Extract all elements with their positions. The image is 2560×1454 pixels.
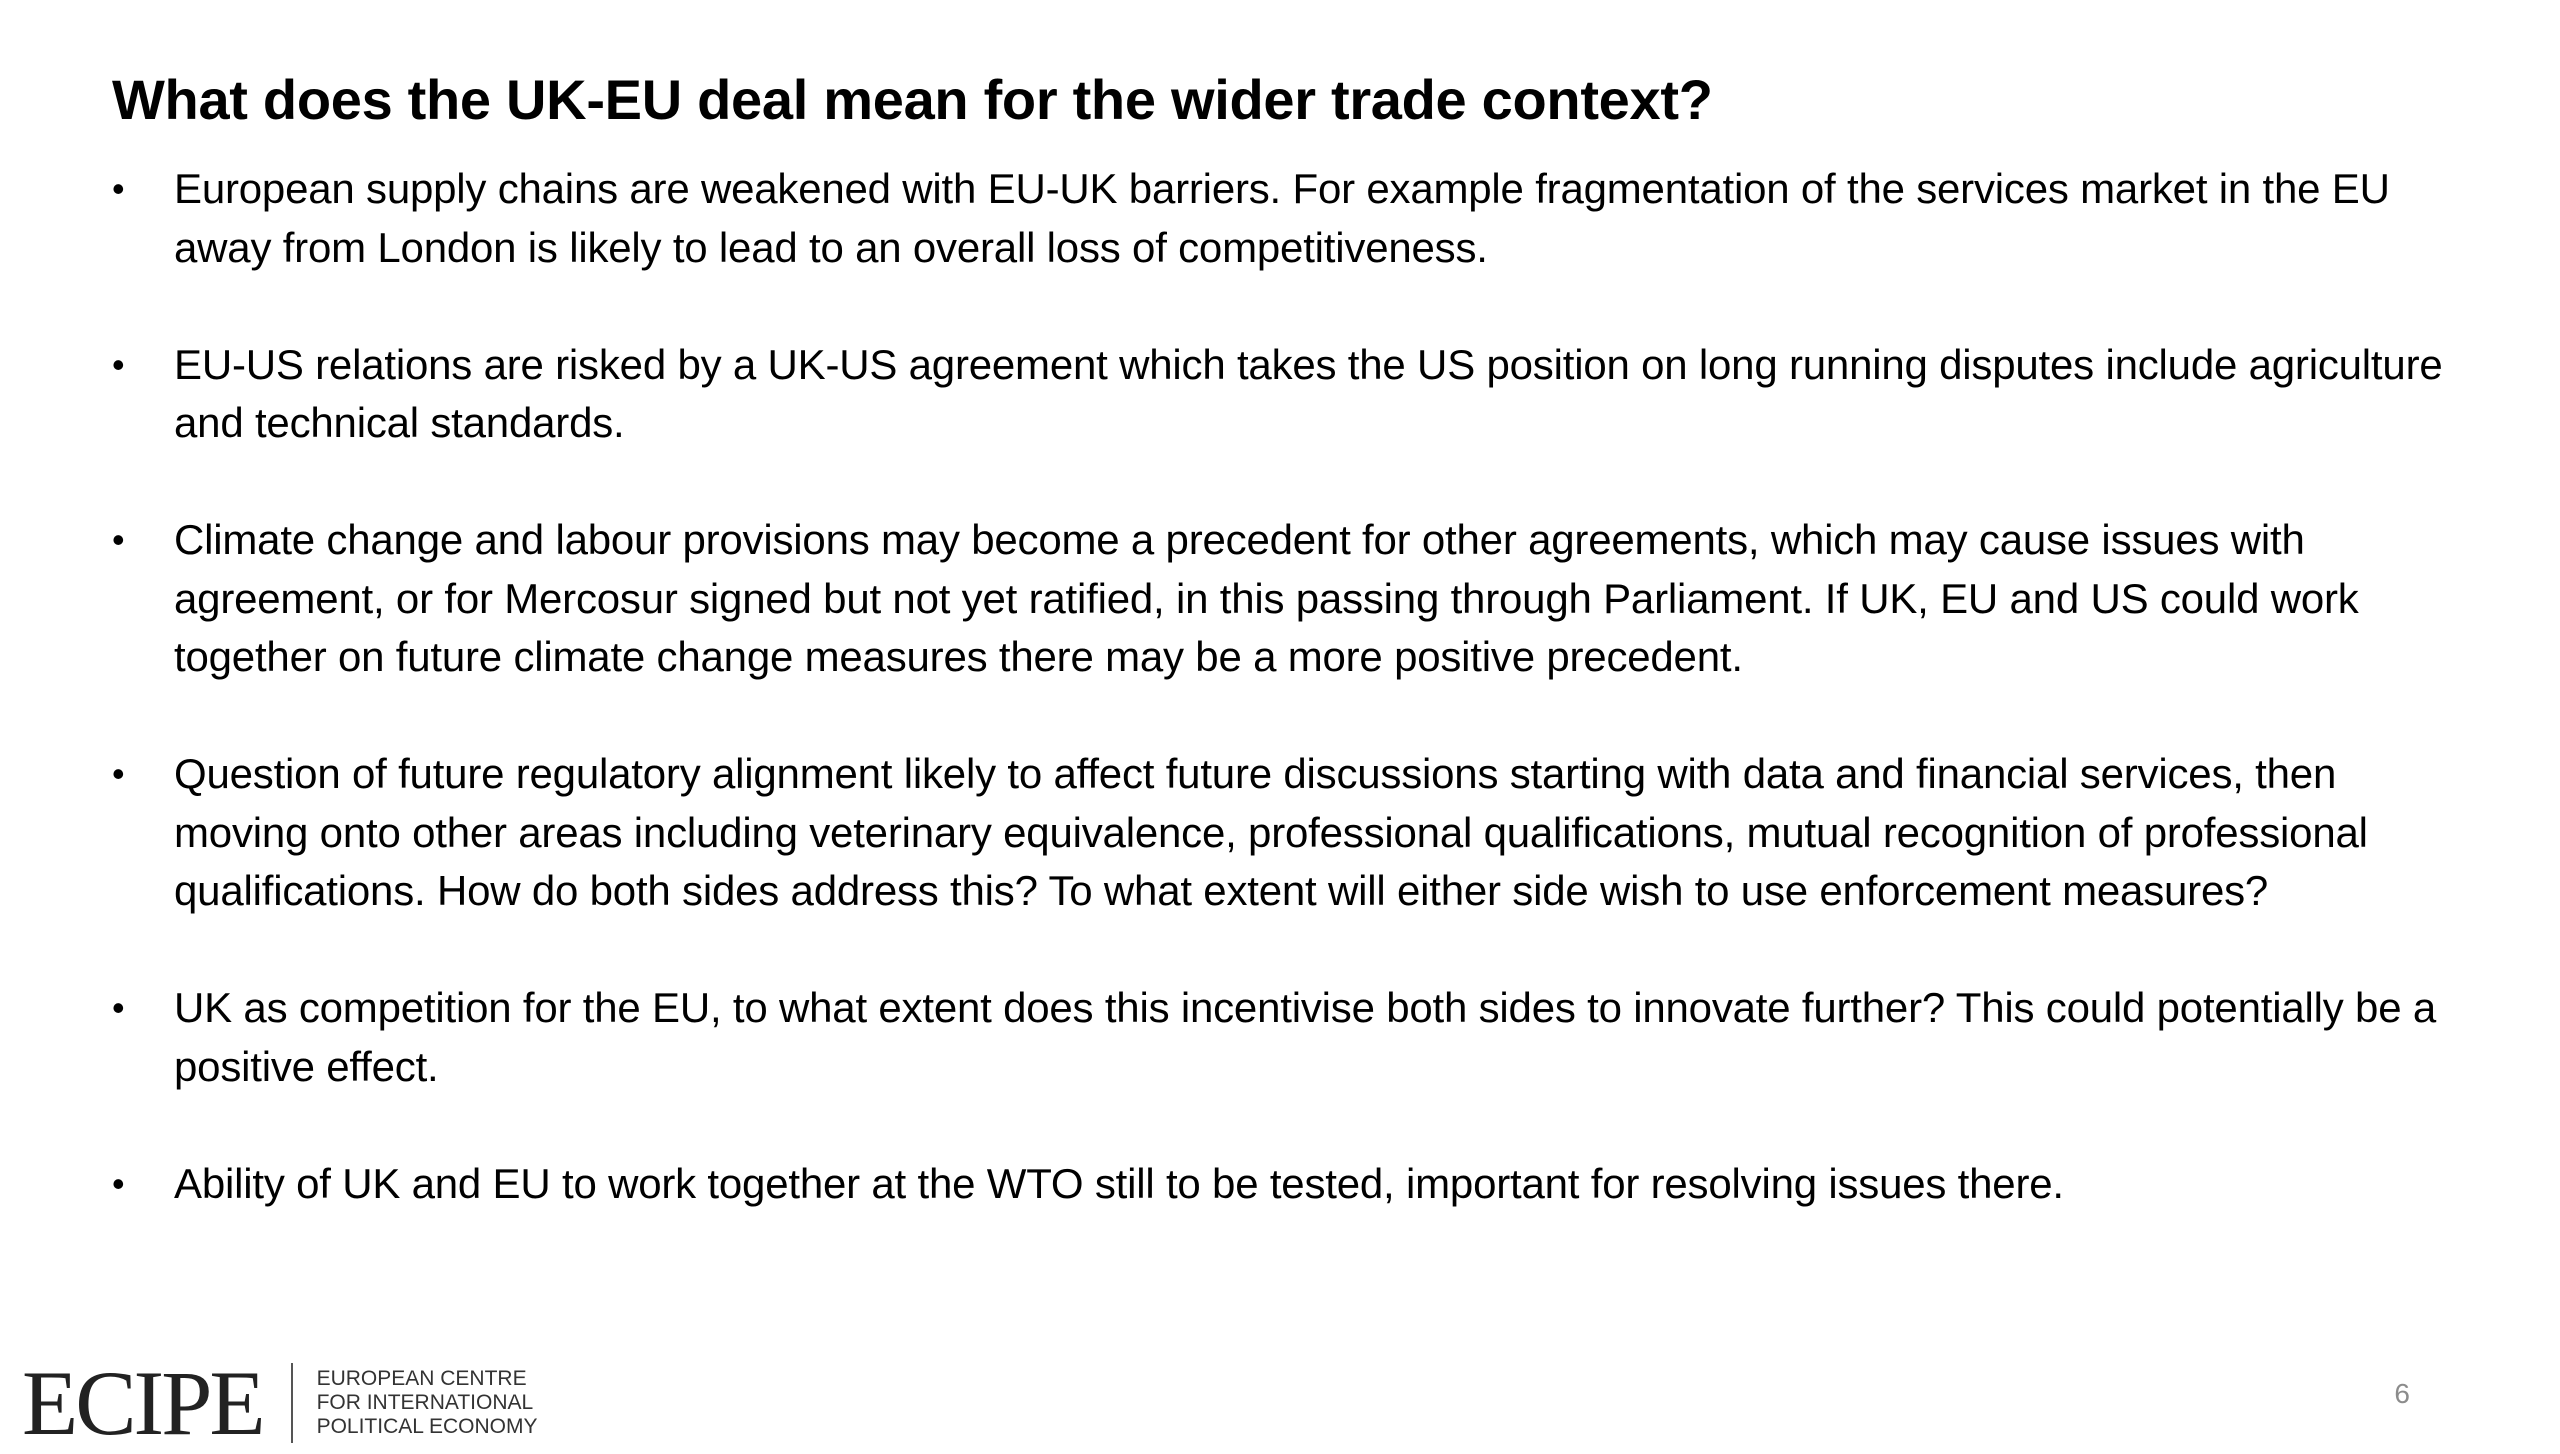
logo-tagline-line: EUROPEAN CENTRE <box>316 1367 527 1390</box>
bullet-text: Ability of UK and EU to work together at the WTO still to be tested, important for resolving issues there. <box>174 1159 2064 1207</box>
bullet-text: European supply chains are weakened with EU-UK barriers. For example fragmentation of the services market in the EU away from London is likely to lead to an overall loss of competitiveness. <box>174 165 2390 271</box>
bullet-dot-icon: • <box>112 987 125 1028</box>
bullet-dot-icon: • <box>112 519 125 560</box>
bullet-text: Question of future regulatory alignment likely to affect future discussions starting with data and financial services, then moving onto other areas including veterinary equivalence, professional qualifications, mutual recognition of professional qualifications. How do both sides address this? To what extent will either side wish to use enforcement measures? <box>174 750 2368 914</box>
logo-tagline-line: POLITICAL ECONOMY <box>316 1415 538 1438</box>
ecipe-logo <box>22 1352 538 1454</box>
bullet-text: EU-US relations are risked by a UK-US agreement which takes the US position on long running disputes include agriculture and technical standards. <box>174 340 2443 446</box>
page-number: 6 <box>2394 1378 2410 1409</box>
slide-title: What does the UK-EU deal mean for the wider trade context? <box>112 68 1713 131</box>
bullet-dot-icon: • <box>112 168 125 209</box>
bullet-item <box>112 511 2472 687</box>
bullet-dot-icon: • <box>112 343 125 385</box>
bullet-item <box>112 745 2472 921</box>
logo-wordmark: ECIPE <box>22 1352 263 1454</box>
bullet-item <box>112 979 2472 1096</box>
bullet-dot-icon: • <box>112 753 125 794</box>
logo-tagline-line: FOR INTERNATIONAL <box>316 1391 534 1414</box>
bullet-item <box>112 336 2472 453</box>
logo-divider <box>291 1363 293 1443</box>
bullet-dot-icon: • <box>112 1162 125 1204</box>
bullet-text: Climate change and labour provisions may become a precedent for other agreements, which may cause issues with agreement, or for Mercosur signed but not yet ratified, in this passing through Parliament. If UK, EU and US could work together on future climate change measures there may be a more positive precedent. <box>174 516 2359 680</box>
bullet-text: UK as competition for the EU, to what extent does this incentivise both sides to innovate further? This could potentially be a positive effect. <box>174 984 2436 1090</box>
bullet-item <box>112 160 2472 277</box>
logo-tagline <box>317 1367 538 1439</box>
bullet-list <box>112 160 2472 1213</box>
bullet-item <box>112 1155 2472 1214</box>
